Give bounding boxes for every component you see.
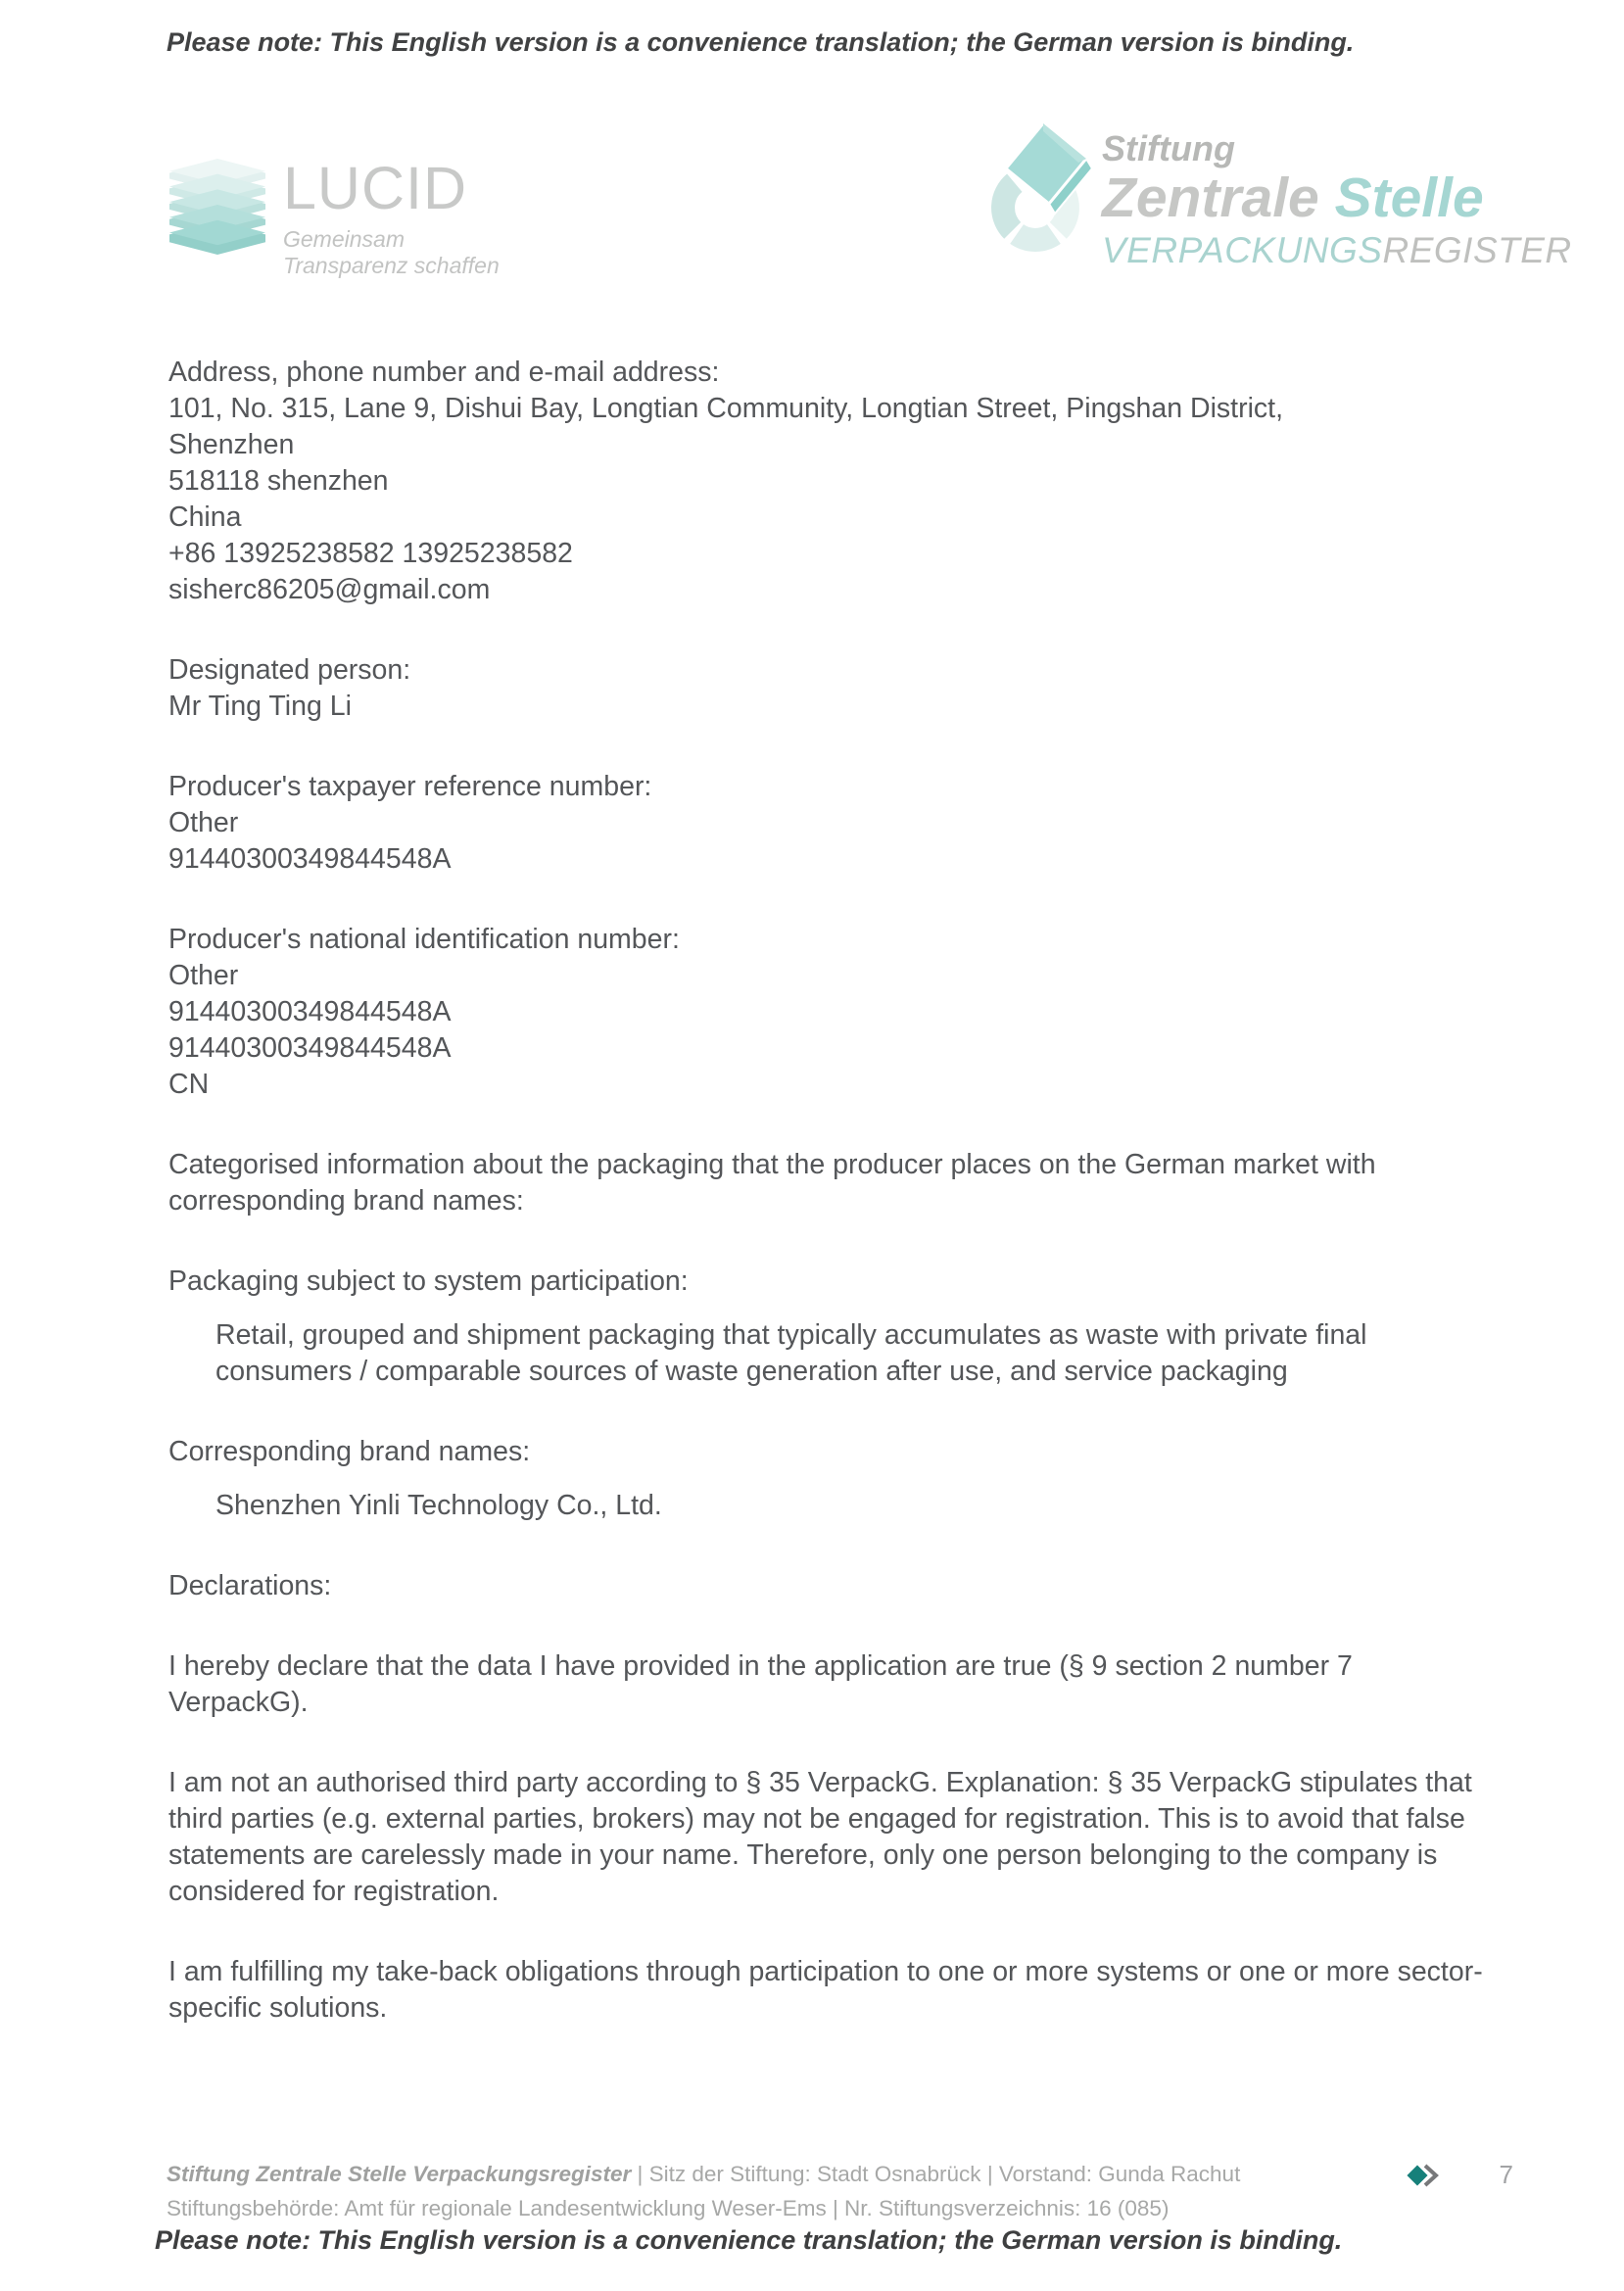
taxpayer-heading: Producer's taxpayer reference number: (168, 771, 652, 802)
footer-diamond-icon (1406, 2163, 1447, 2188)
lucid-logo (167, 157, 500, 279)
section-packaging (168, 1264, 1486, 1390)
designated-person-heading: Designated person: (168, 654, 411, 686)
national-id-line: 91440300349844548A (168, 996, 452, 1027)
address-heading: Address, phone number and e-mail address: (168, 357, 720, 388)
zsvr-logo (984, 118, 1572, 271)
national-id-heading: Producer's national identification number: (168, 924, 680, 955)
lucid-tagline: Gemeinsam Transparenz schaffen (283, 226, 500, 278)
packaging-detail: Retail, grouped and shipment packaging that typically accumulates as waste with private final consumers / comparable sources of waste generation after use, and service packaging (215, 1319, 1367, 1387)
declarations-heading: Declarations: (168, 1570, 332, 1601)
declaration-paragraph: I am fulfilling my take-back obligations through participation to one or more systems or one or more sector-specific solutions. (168, 1956, 1483, 2024)
lucid-wordmark: LUCID (283, 155, 468, 221)
zsvr-wordmark-stiftung: Stiftung (1102, 128, 1235, 168)
translation-note-bottom: Please note: This English version is a convenience translation; the German version is binding. (155, 2225, 1343, 2255)
address-line: 518118 shenzhen (168, 465, 389, 497)
declaration-paragraph: I am not an authorised third party according to § 35 VerpackG. Explanation: § 35 VerpackG stipulates that third parties (e.g. external parties, brokers) may not be engaged for registration. This is to avoid that false statements are carelessly made in your name. Therefore, only one person belonging to the company is considered for registration. (168, 1767, 1472, 1907)
address-line: sisherc86205@gmail.com (168, 574, 491, 605)
address-line: 101, No. 315, Lane 9, Dishui Bay, Longtian Community, Longtian Street, Pingshan District, (168, 393, 1283, 424)
packaging-heading: Packaging subject to system participation: (168, 1265, 689, 1297)
brand-name-value: Shenzhen Yinli Technology Co., Ltd. (215, 1490, 662, 1521)
categorised-heading: Categorised information about the packaging that the producer places on the German market with corresponding brand names: (168, 1149, 1376, 1217)
section-national-id (168, 922, 1486, 1103)
national-id-line: CN (168, 1069, 210, 1100)
zsvr-cube-ring-icon (984, 118, 1094, 271)
section-declarations (168, 1568, 1486, 2027)
zsvr-wordmark-zentrale-stelle: Zentrale Stelle (1102, 167, 1484, 229)
designated-person-value: Mr Ting Ting Li (168, 691, 352, 722)
address-line: +86 13925238582 13925238582 (168, 538, 573, 569)
lucid-layers-icon (167, 157, 267, 260)
document-body (168, 355, 1486, 2027)
section-categorised-info (168, 1147, 1412, 1219)
taxpayer-line: 91440300349844548A (168, 843, 452, 875)
brands-heading: Corresponding brand names: (168, 1436, 531, 1467)
zsvr-wordmark-verpackungsregister: VERPACKUNGSREGISTER (1102, 230, 1572, 270)
national-id-line: Other (168, 960, 239, 991)
translation-note-top: Please note: This English version is a convenience translation; the German version is binding. (167, 27, 1355, 57)
address-line: Shenzhen (168, 429, 295, 460)
footer-line-2: Stiftungsbehörde: Amt für regionale Landesentwicklung Weser-Ems | Nr. Stiftungsverzeichnis: 16 (085) (167, 2196, 1170, 2220)
page-number: 7 (1499, 2160, 1513, 2189)
footer-line-1: Stiftung Zentrale Stelle Verpackungsregister | Sitz der Stiftung: Stadt Osnabrück | Vorstand: Gunda Rachut (167, 2162, 1241, 2186)
section-taxpayer-number (168, 769, 1486, 878)
section-designated-person (168, 652, 1486, 725)
section-brand-names (168, 1434, 1486, 1524)
address-line: China (168, 501, 242, 533)
page-footer (167, 2157, 1513, 2225)
national-id-line: 91440300349844548A (168, 1032, 452, 1064)
section-address (168, 355, 1486, 608)
taxpayer-line: Other (168, 807, 239, 838)
declaration-paragraph: I hereby declare that the data I have provided in the application are true (§ 9 section 2 number 7 VerpackG). (168, 1650, 1353, 1718)
